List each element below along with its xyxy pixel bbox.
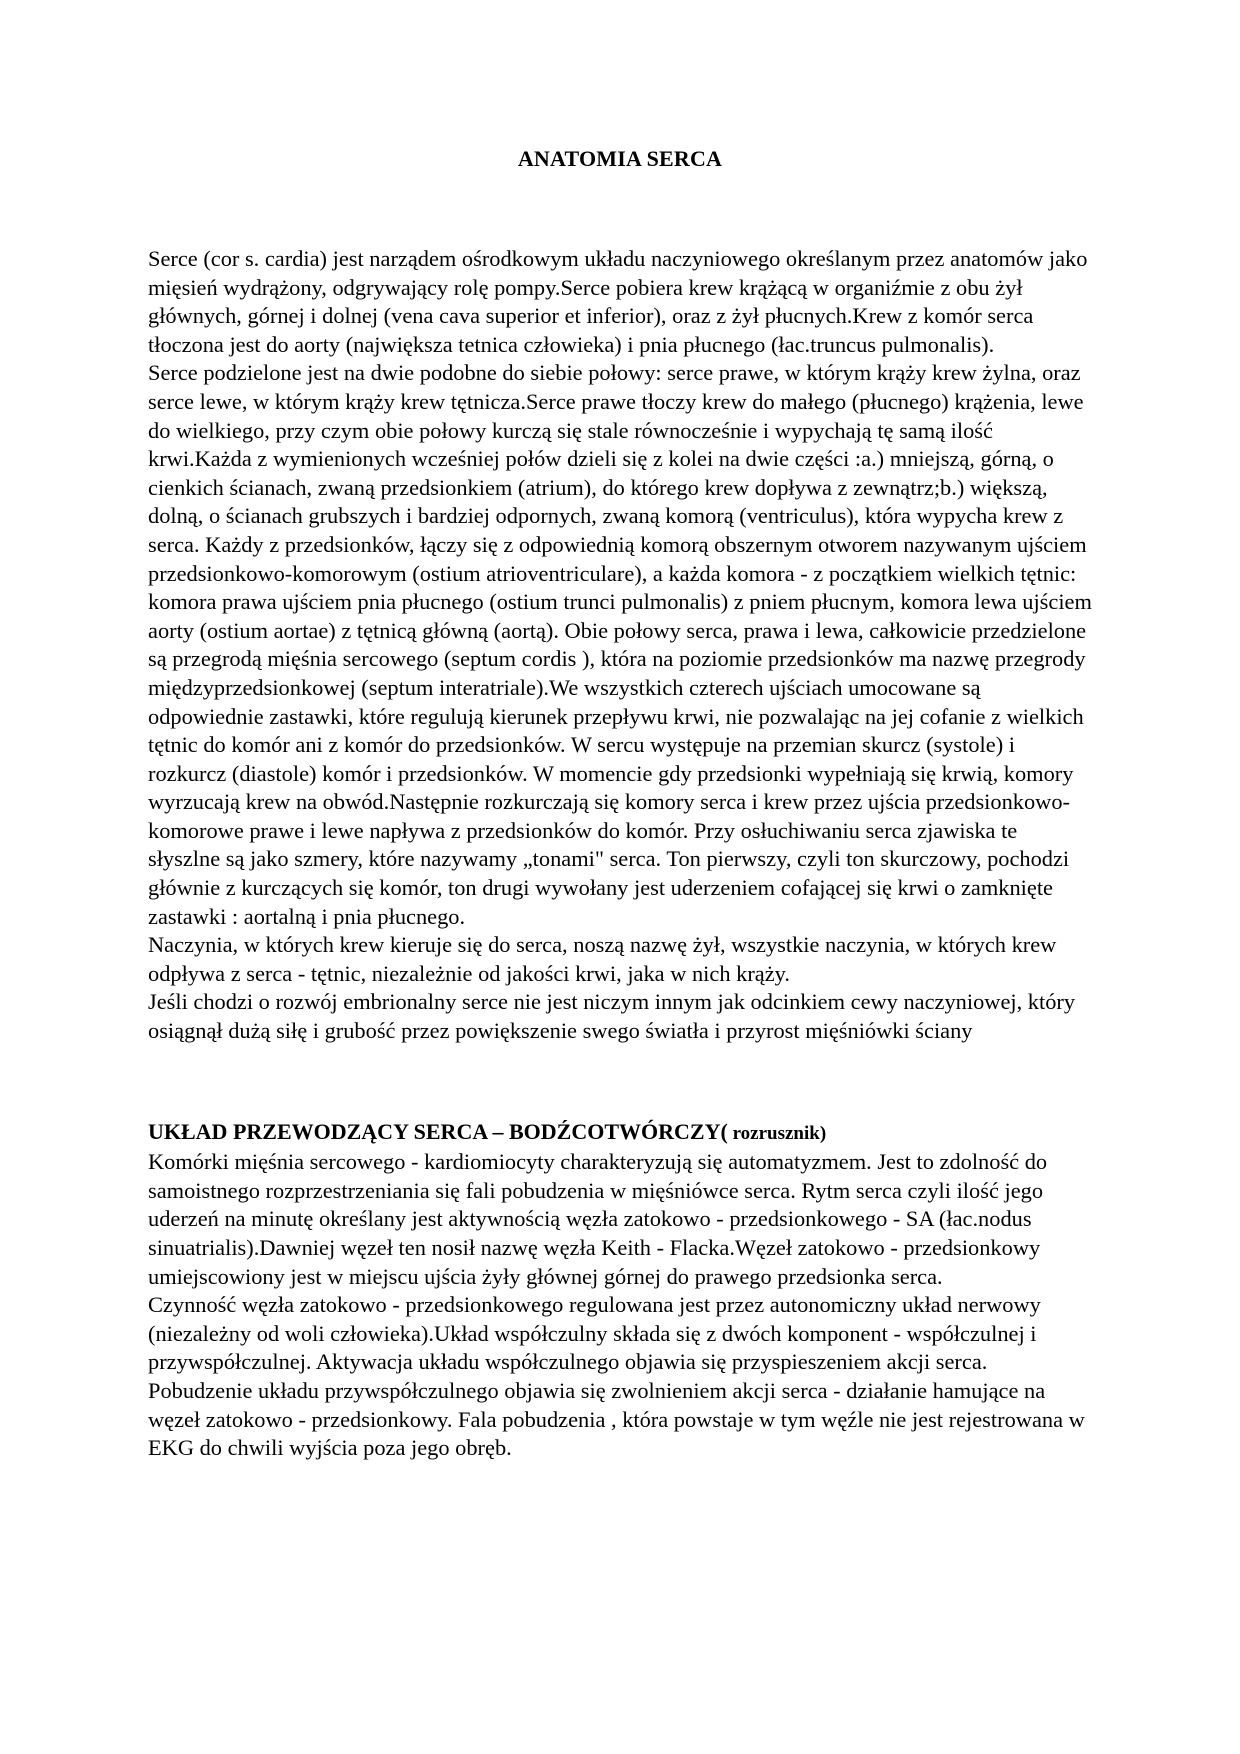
document-title: ANATOMIA SERCA [517,146,723,171]
document-page [148,145,1092,1463]
paragraph: Czynność węzła zatokowo - przedsionkowego regulowana jest przez autonomiczny układ nerwowy (niezależny od woli człowieka).Układ współczulny składa się z dwóch komponent - współczulnej i przywspółczulnej. Aktywacja układu współczulnego objawia się przyspieszeniem akcji serca. Pobudzenie układu przywspółczulnego objawia się zwolnieniem akcji serca - działanie hamujące na węzeł zatokowo - przedsionkowy. Fala pobudzenia , która powstaje w tym węźle nie jest rejestrowana w EKG do chwili wyjścia poza jego obręb. [148,1292,1085,1461]
paragraph: Jeśli chodzi o rozwój embrionalny serce nie jest niczym innym jak odcinkiem cewy naczyniowej, który osiągnął dużą siłę i grubość przez powiększenie swego światła i przyrost mięśniówki ściany [148,989,1076,1044]
section-heading-main: UKŁAD PRZEWODZĄCY SERCA – BODŹCOTWÓRCZY( [148,1118,728,1144]
paragraph: Naczynia, w których krew kieruje się do serca, noszą nazwę żył, wszystkie naczynia, w których krew odpływa z serca - tętnic, niezależnie od jakości krwi, jaka w nich krąży. [148,932,1057,986]
paragraph: Serce podzielone jest na dwie podobne do siebie połowy: serce prawe, w którym krąży krew żylna, oraz serce lewe, w którym krąży krew tętnicza.Serce prawe tłoczy krew do małego (płucnego) krążenia, lewe do wielkiego, przy czym obie połowy kurczą się stale równocześnie i wypychają tę samą ilość krwi.Każda z wymienionych wcześniej połów dzieli się z kolei na dwie części :a.) mniejszą, górną, o cienkich ścianach, zwaną przedsionkiem (atrium), do którego krew dopływa z zewnątrz;b.) większą, dolną, o ścianach grubszych i bardziej odpornych, zwaną komorą (ventriculus), która wypycha krew z serca. Każdy z przedsionków, łączy się z odpowiednią komorą obszernym otworem nazywanym ujściem przedsionkowo-komorowym (ostium atrioventriculare), a każda komora - z początkiem wielkich tętnic: komora prawa ujściem pnia płucnego (ostium trunci pulmonalis) z pniem płucnym, komora lewa ujściem aorty (ostium aortae) z tętnicą główną (aortą). Obie połowy serca, prawa i lewa, całkowicie przedzielone są przegrodą mięśnia sercowego (septum cordis ), która na poziomie przedsionków ma nazwę przegrody międzyprzedsionkowej (septum interatriale).We wszystkich czterech ujściach umocowane są odpowiednie zastawki, które regulują kierunek przepływu krwi, nie pozwalając na jej cofanie z wielkich tętnic do komór ani z komór do przedsionków. W sercu występuje na przemian skurcz (systole) i rozkurcz (diastole) komór i przedsionków. W momencie gdy przedsionki wypełniają się krwią, komory wyrzucają krew na obwód.Następnie rozkurczają się komory serca i krew przez ujścia przedsionkowo-komorowe prawe i lewe napływa z przedsionków do komór. Przy osłuchiwaniu serca zjawiska te słyszlne są jako szmery, które nazywamy „tonami" serca. Ton pierwszy, czyli ton skurczowy, pochodzi głównie z kurczących się komór, ton drugi wywołany jest uderzeniem cofającej się krwi o zamknięte zastawki : aortalną i pnia płucnego. [148,360,1092,929]
section-conduction [148,1148,1092,1463]
section-anatomy [148,245,1092,1046]
section-heading-conduction [148,1118,1092,1149]
paragraph: Serce (cor s. cardia) jest narządem ośrodkowym układu naczyniowego określanym przez anatomów jako mięsień wydrążony, odgrywający rolę pompy.Serce pobiera krew krążącą w organiźmie z obu żył głównych, górnej i dolnej (vena cava superior et inferior), oraz z żył płucnych.Krew z komór serca tłoczona jest do aorty (największa tetnica człowieka) i pnia płucnego (łac.truncus pulmonalis). [148,246,1088,357]
paragraph: Komórki mięśnia sercowego - kardiomiocyty charakteryzują się automatyzmem. Jest to zdolność do samoistnego rozprzestrzeniania się fali pobudzenia w mięśniówce serca. Rytm serca czyli ilość jego uderzeń na minutę określany jest aktywnością węzła zatokowo - przedsionkowego - SA (łac.nodus sinuatrialis).Dawniej węzeł ten nosił nazwę węzła Keith - Flacka.Węzeł zatokowo - przedsionkowy umiejscowiony jest w miejscu ujścia żyły głównej górnej do prawego przedsionka serca. [148,1149,1048,1289]
section-heading-sub: rozrusznik) [727,1122,827,1144]
